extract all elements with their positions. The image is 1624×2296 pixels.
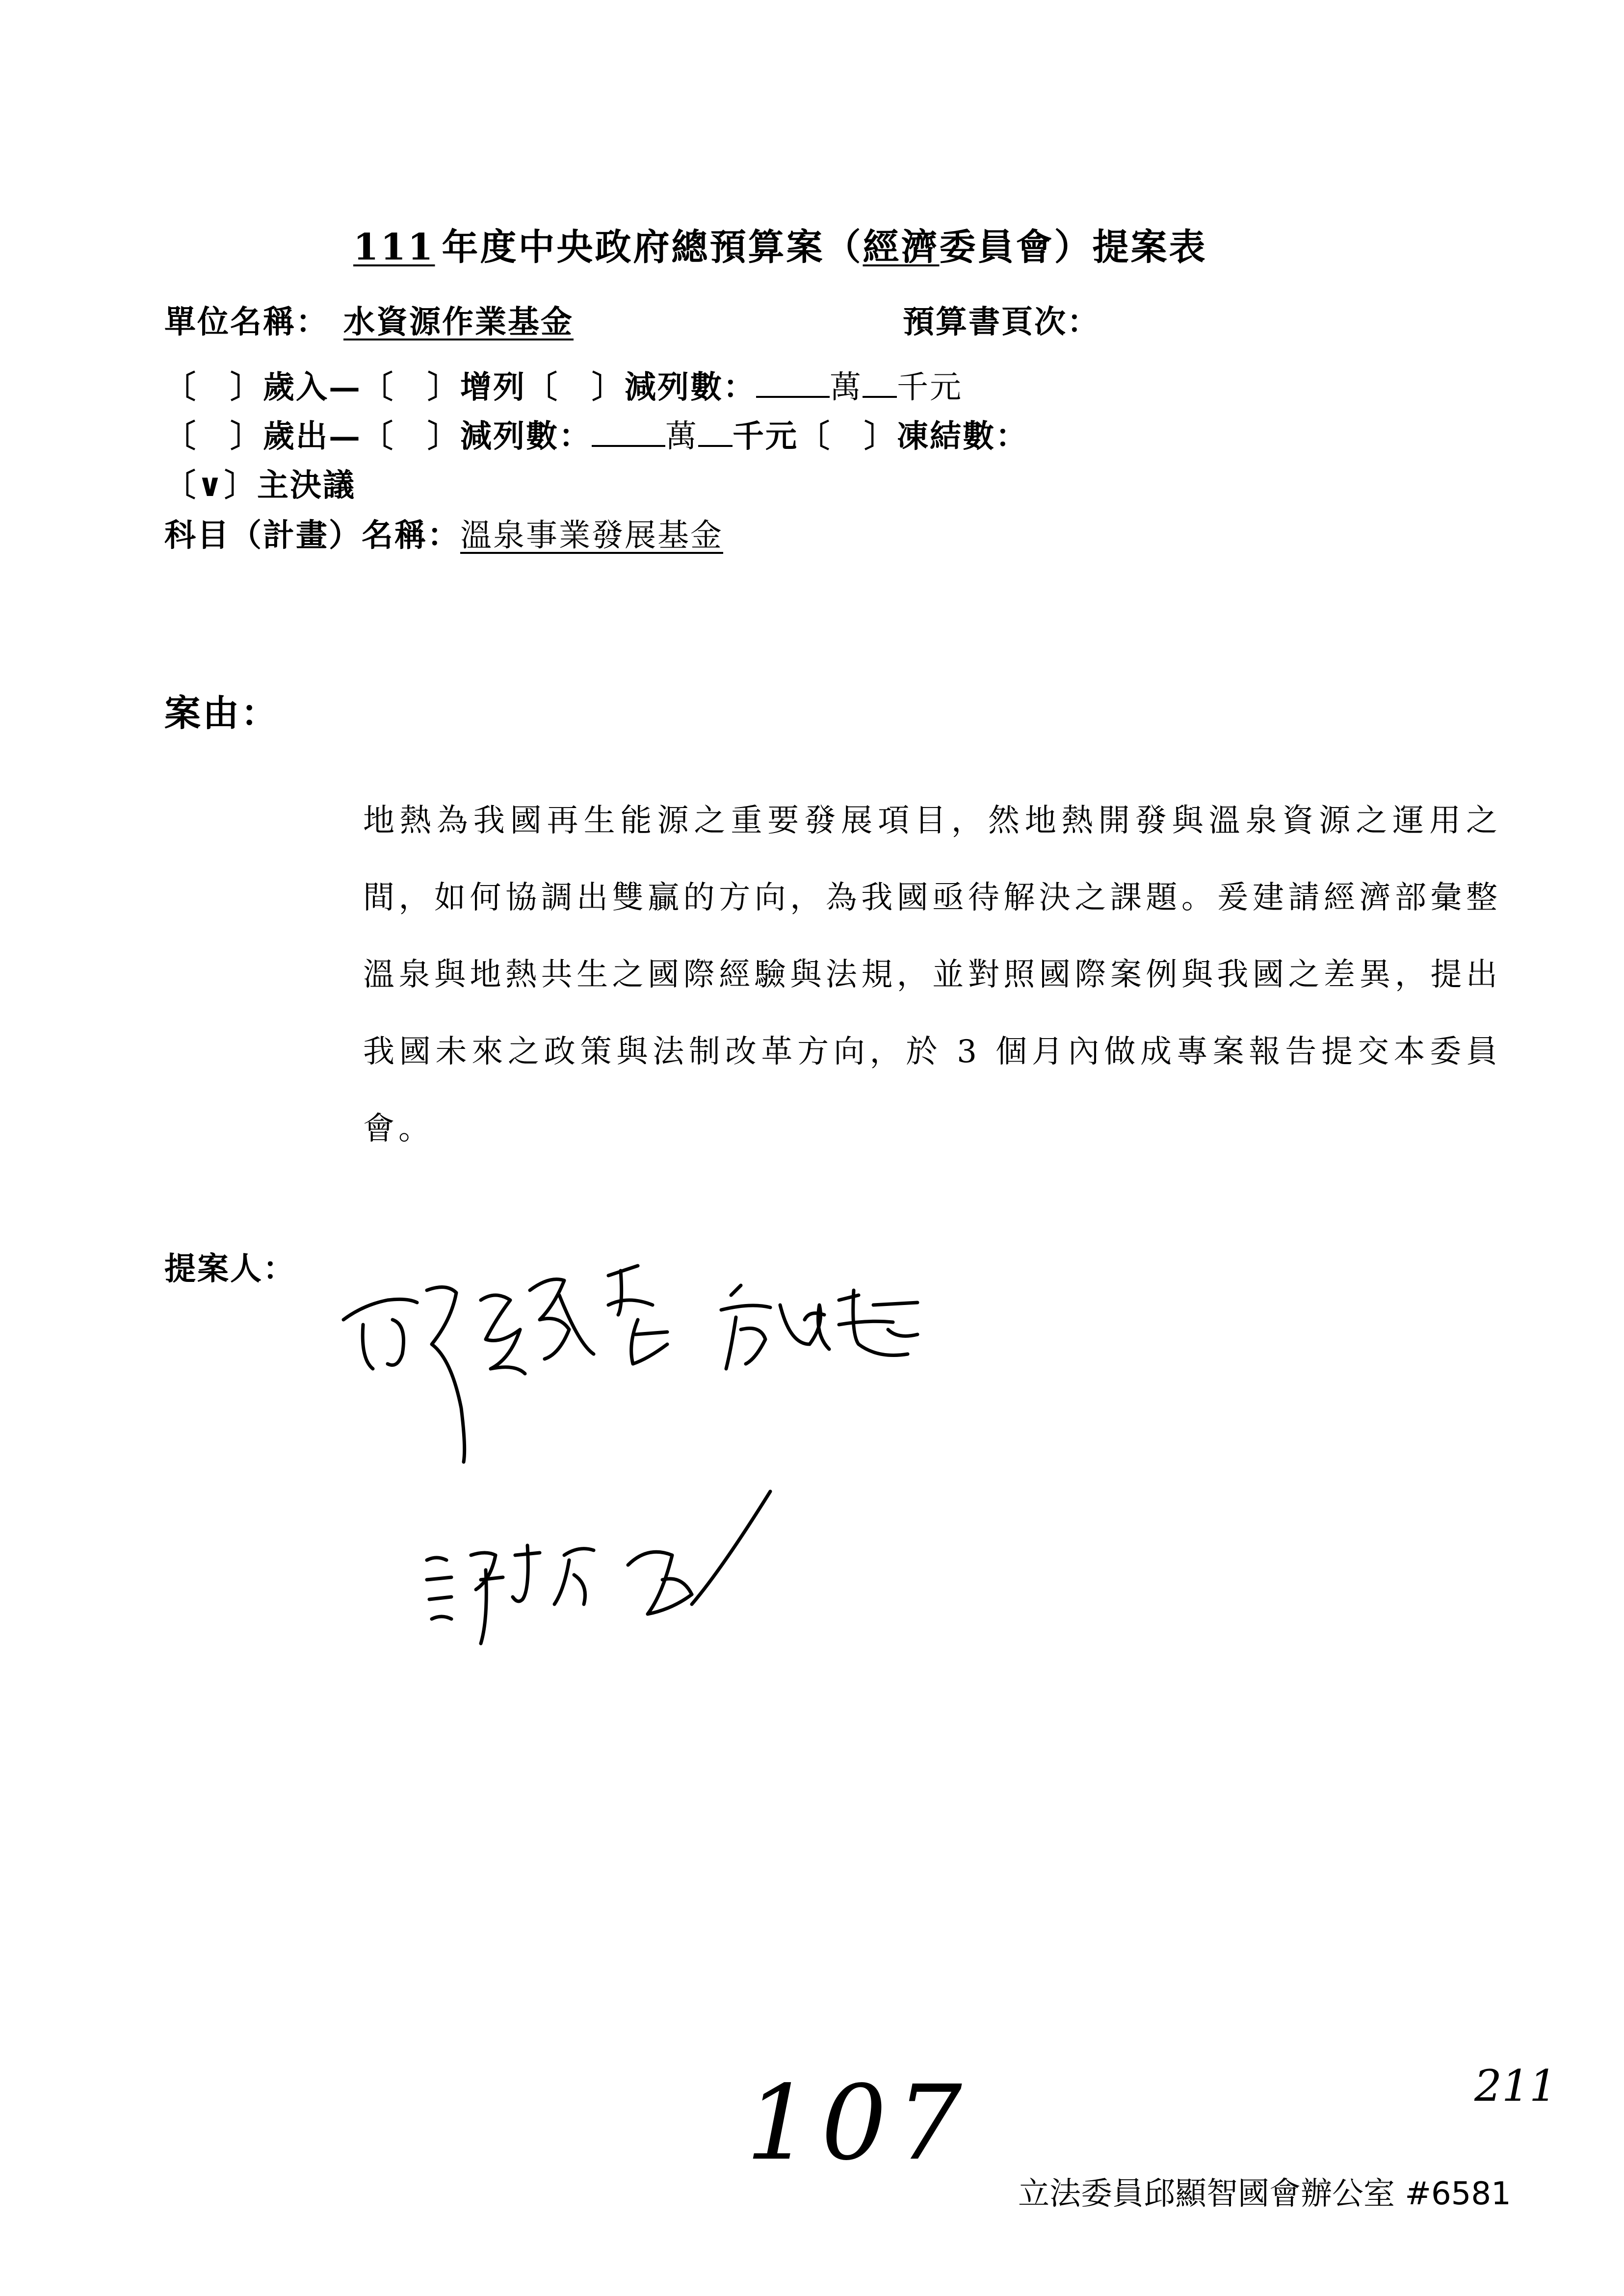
footer-office: 立法委員邱顯智國會辦公室 #6581 xyxy=(1018,2176,1511,2212)
revenue-wan-unit: 萬 xyxy=(830,369,863,406)
signature-2 xyxy=(711,1276,937,1403)
expense-qian-unit: 千元〔 〕凍結數： xyxy=(733,418,1028,455)
revenue-row xyxy=(164,362,963,407)
title-year: 111 xyxy=(353,226,435,268)
reason-body: 地熱為我國再生能源之重要發展項目，然地熱開發與溫泉資源之運用之間，如何協調出雙贏的方向，為我國亟待解決之課題。爰建請經濟部彙整溫泉與地熱共生之國際經驗與法規，並對照國際案例與我國之差異，提出我國未來之政策與法制改革方向，於 3 個月內做成專案報告提交本委員會。 xyxy=(363,803,1501,1147)
subject-row xyxy=(164,510,723,555)
proposer-label: 提案人： xyxy=(164,1251,296,1287)
title-committee-underlined: 經濟 xyxy=(863,226,940,268)
title-part1: 年度中央政府總預算案（ xyxy=(442,226,863,268)
revenue-wan-blank xyxy=(756,365,830,398)
unit-row xyxy=(164,297,574,342)
subject-label: 科目（計畫）名稱： xyxy=(164,517,460,554)
reason-heading: 案由： xyxy=(164,692,279,734)
handwritten-number: 211 xyxy=(1474,2061,1557,2111)
expense-qian-blank xyxy=(698,414,733,447)
revenue-qian-blank xyxy=(863,365,897,398)
unit-value: 水資源作業基金 xyxy=(343,304,574,340)
revenue-options: 〔 〕歲入—〔 〕增列〔 〕減列數： xyxy=(164,369,756,406)
revenue-qian-unit: 千元 xyxy=(897,369,963,406)
document-title xyxy=(353,218,1207,270)
signature-3 xyxy=(417,1482,810,1668)
subject-value: 溫泉事業發展基金 xyxy=(460,518,723,554)
budget-page-label: 預算書頁次： xyxy=(903,304,1100,340)
signature-1 xyxy=(334,1246,687,1482)
expense-wan-unit: 萬 xyxy=(665,418,698,455)
expense-options: 〔 〕歲出—〔 〕減列數： xyxy=(164,418,592,455)
expense-row xyxy=(164,411,1028,456)
unit-label: 單位名稱： xyxy=(164,304,329,340)
page-number: 107 xyxy=(746,2063,972,2183)
title-part3: 委員會）提案表 xyxy=(939,226,1207,268)
main-resolution-row: 〔∨〕主決議 xyxy=(164,467,356,504)
expense-wan-blank xyxy=(592,414,665,447)
